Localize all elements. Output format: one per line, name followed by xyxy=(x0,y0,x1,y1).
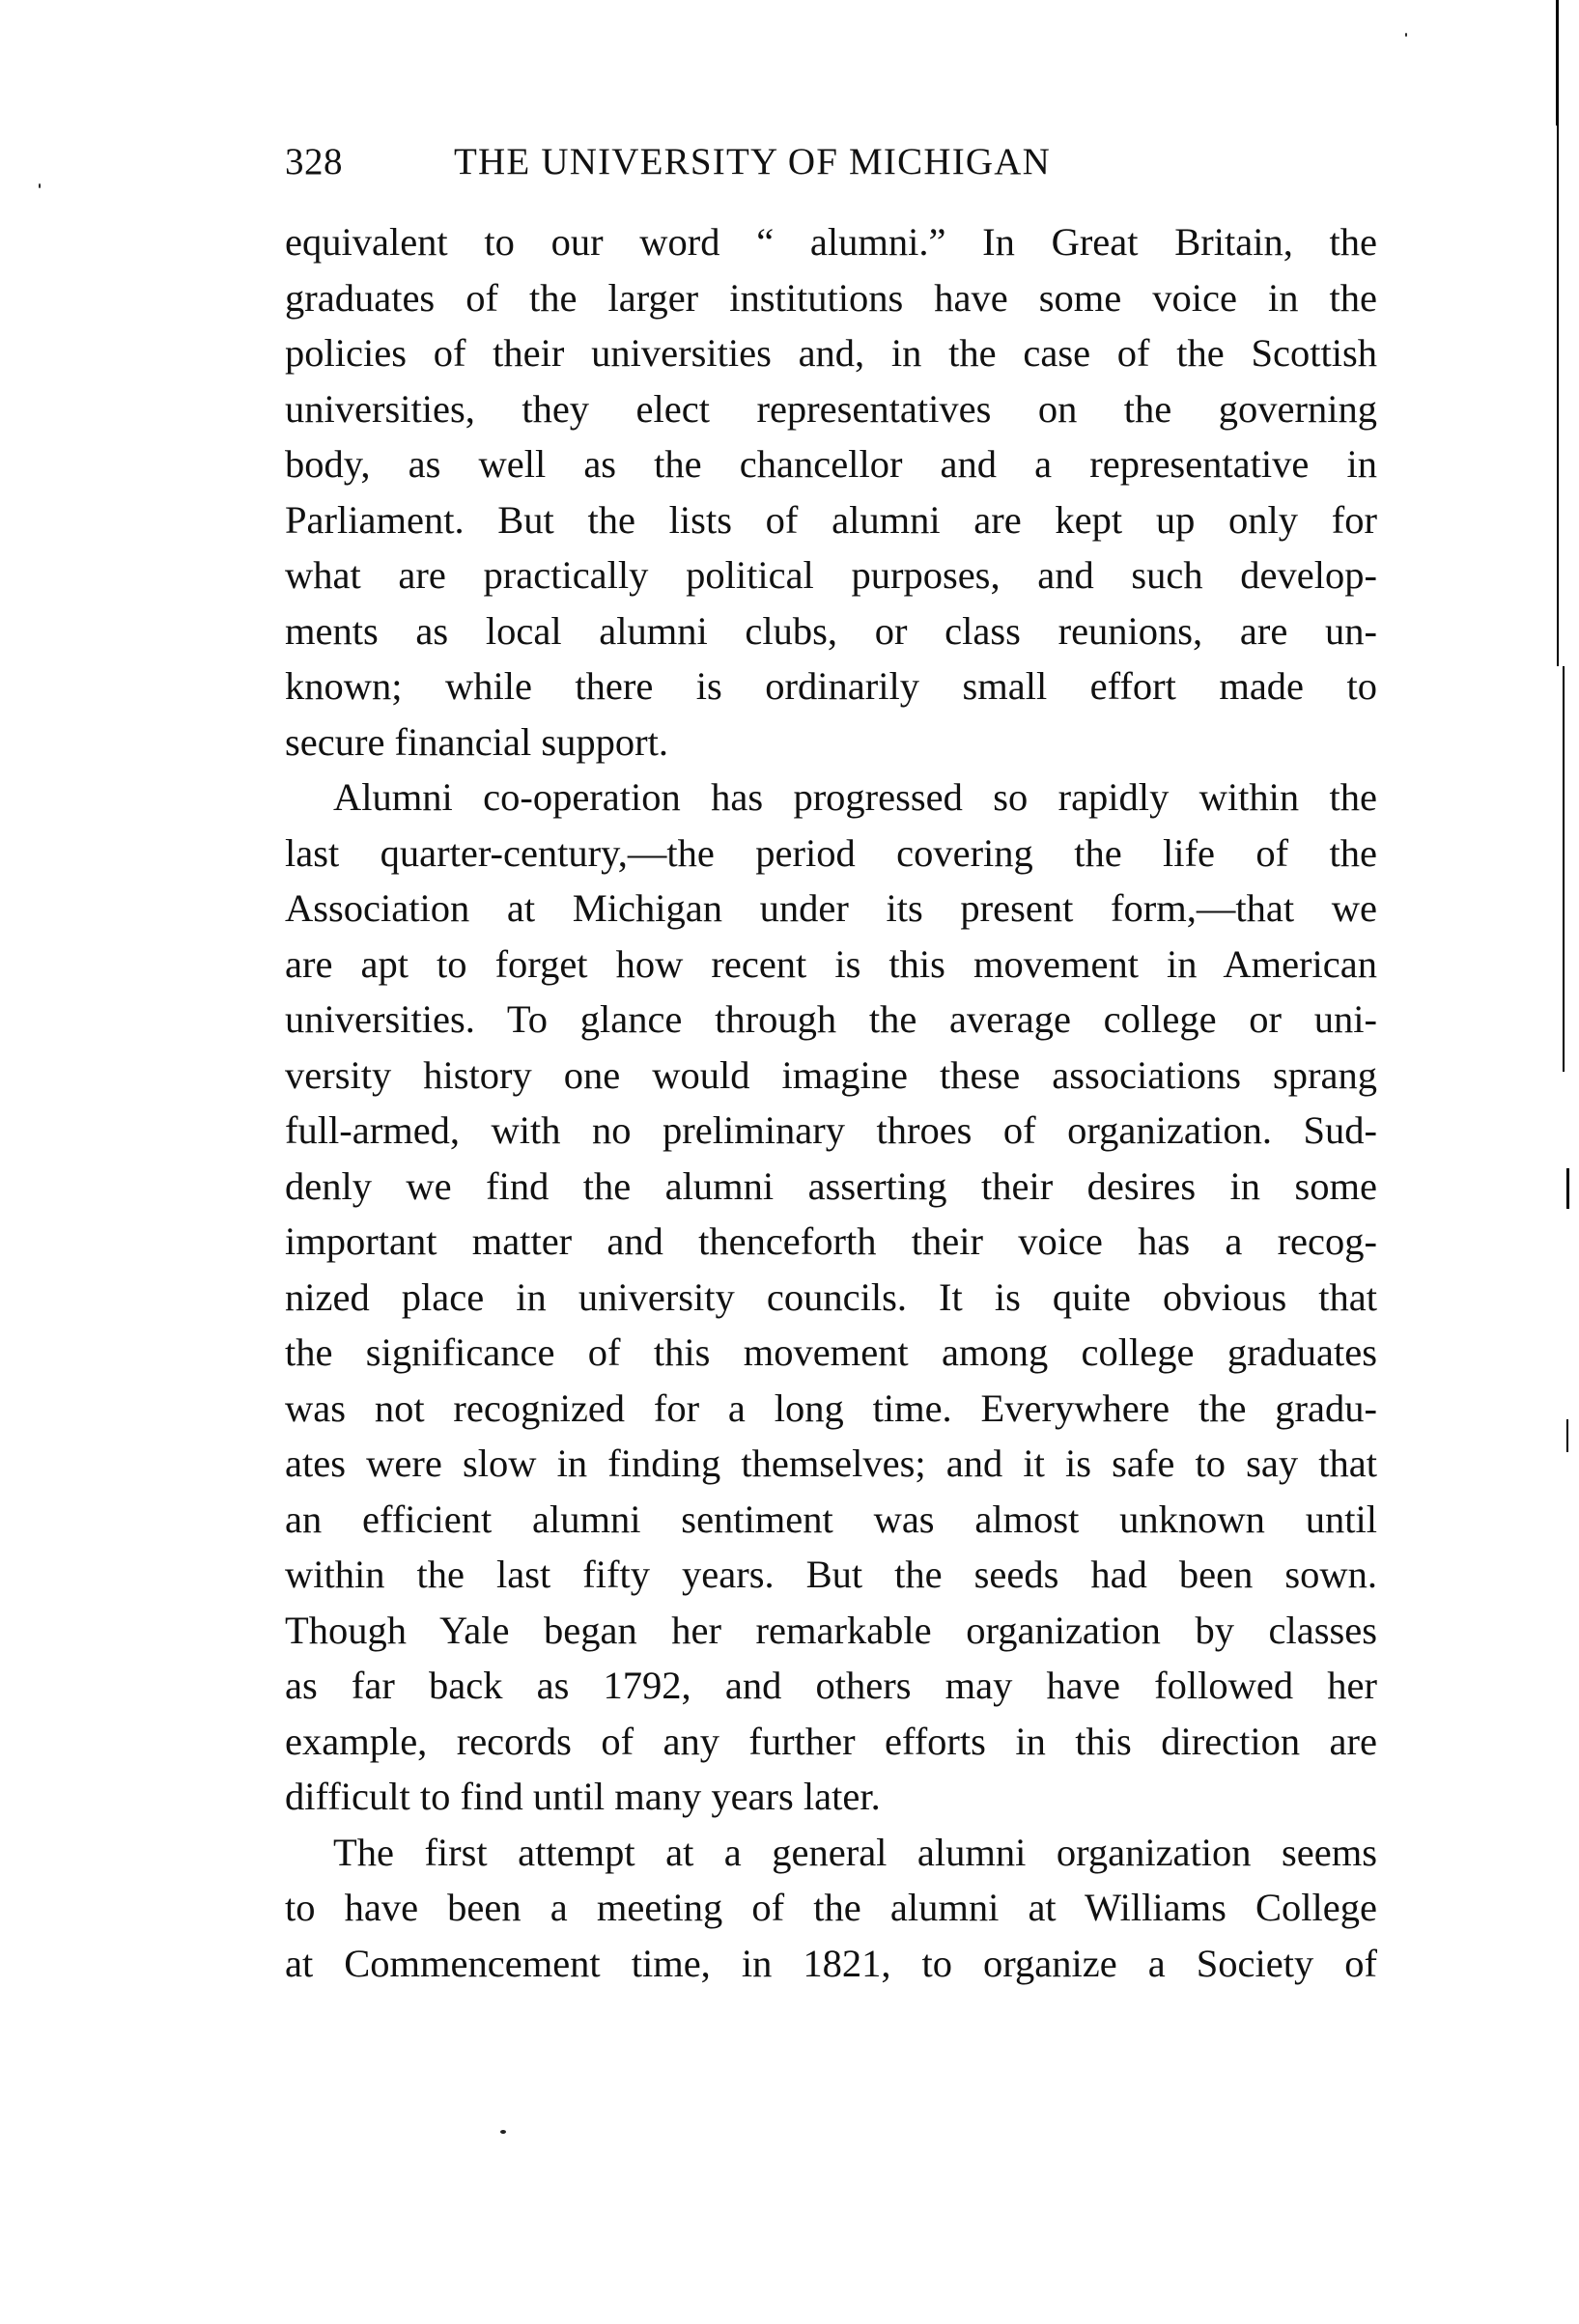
text-line: body, as well as the chancellor and a representative in xyxy=(285,442,1377,486)
text-line: ments as local alumni clubs, or class reunions, are un- xyxy=(285,608,1377,653)
text-line: to have been a meeting of the alumni at Williams College xyxy=(285,1886,1377,1929)
text-line: secure financial support. xyxy=(285,719,668,764)
body-text xyxy=(285,214,1377,1991)
text-line: known; while there is ordinarily small effort made to xyxy=(285,664,1377,708)
page-edge-line xyxy=(1566,1168,1569,1209)
text-line: what are practically political purposes, and such develop- xyxy=(285,553,1377,597)
text-line: example, records of any further efforts in this direction are xyxy=(285,1719,1377,1763)
text-line: universities. To glance through the average college or uni- xyxy=(285,997,1377,1041)
text-line: Association at Michigan under its present form,—that we xyxy=(285,886,1377,930)
text-line: at Commencement time, in 1821, to organize a Society of xyxy=(285,1941,1377,1985)
page-edge-line xyxy=(1557,126,1559,666)
page-edge-line xyxy=(1563,666,1565,1072)
page-edge-line xyxy=(1556,0,1559,126)
text-line: universities, they elect representatives on the governing xyxy=(285,386,1377,431)
text-line: ates were slow in finding themselves; and it is safe to say that xyxy=(285,1442,1377,1485)
text-line: full-armed, with no preliminary throes of organization. Sud- xyxy=(285,1108,1377,1152)
text-line: Alumni co-operation has progressed so rapidly within the xyxy=(333,775,1377,819)
text-line: policies of their universities and, in the case of the Scottish xyxy=(285,331,1377,375)
text-line: graduates of the larger institutions have some voice in the xyxy=(285,275,1377,320)
text-line: versity history one would imagine these associations sprang xyxy=(285,1052,1377,1097)
text-line: denly we find the alumni asserting their desires in some xyxy=(285,1163,1377,1208)
text-line: important matter and thenceforth their voice has a recog- xyxy=(285,1219,1377,1263)
text-line: Though Yale began her remarkable organization by classes xyxy=(285,1608,1377,1652)
paragraph-2 xyxy=(285,770,1377,1825)
scan-speck xyxy=(1405,33,1407,37)
text-line: difficult to find until many years later. xyxy=(285,1775,881,1818)
text-line: was not recognized for a long time. Everywhere the gradu- xyxy=(285,1386,1377,1430)
text-line: are apt to forget how recent is this movement in American xyxy=(285,941,1377,986)
running-head xyxy=(285,141,1377,183)
text-line: as far back as 1792, and others may have followed her xyxy=(285,1664,1377,1707)
page-edge-line xyxy=(1566,1419,1568,1452)
scan-speck xyxy=(39,183,41,188)
scan-speck xyxy=(500,2130,506,2134)
paragraph-3 xyxy=(285,1825,1377,1992)
text-line: Parliament. But the lists of alumni are kept up only for xyxy=(285,497,1377,542)
paragraph-1 xyxy=(285,214,1377,770)
text-line: within the last fifty years. But the seeds had been sown. xyxy=(285,1553,1377,1596)
text-line: The first attempt at a general alumni organization seems xyxy=(333,1830,1377,1874)
text-line: an efficient alumni sentiment was almost unknown until xyxy=(285,1497,1377,1541)
text-line: the significance of this movement among college graduates xyxy=(285,1330,1377,1374)
page-number: 328 xyxy=(285,141,343,182)
text-line: equivalent to our word “ alumni.” In Great Britain, the xyxy=(285,220,1377,264)
text-line: nized place in university councils. It is quite obvious that xyxy=(285,1274,1377,1319)
running-head-title: THE UNIVERSITY OF MICHIGAN xyxy=(454,141,1051,182)
text-line: last quarter-century,—the period covering the life of the xyxy=(285,830,1377,875)
